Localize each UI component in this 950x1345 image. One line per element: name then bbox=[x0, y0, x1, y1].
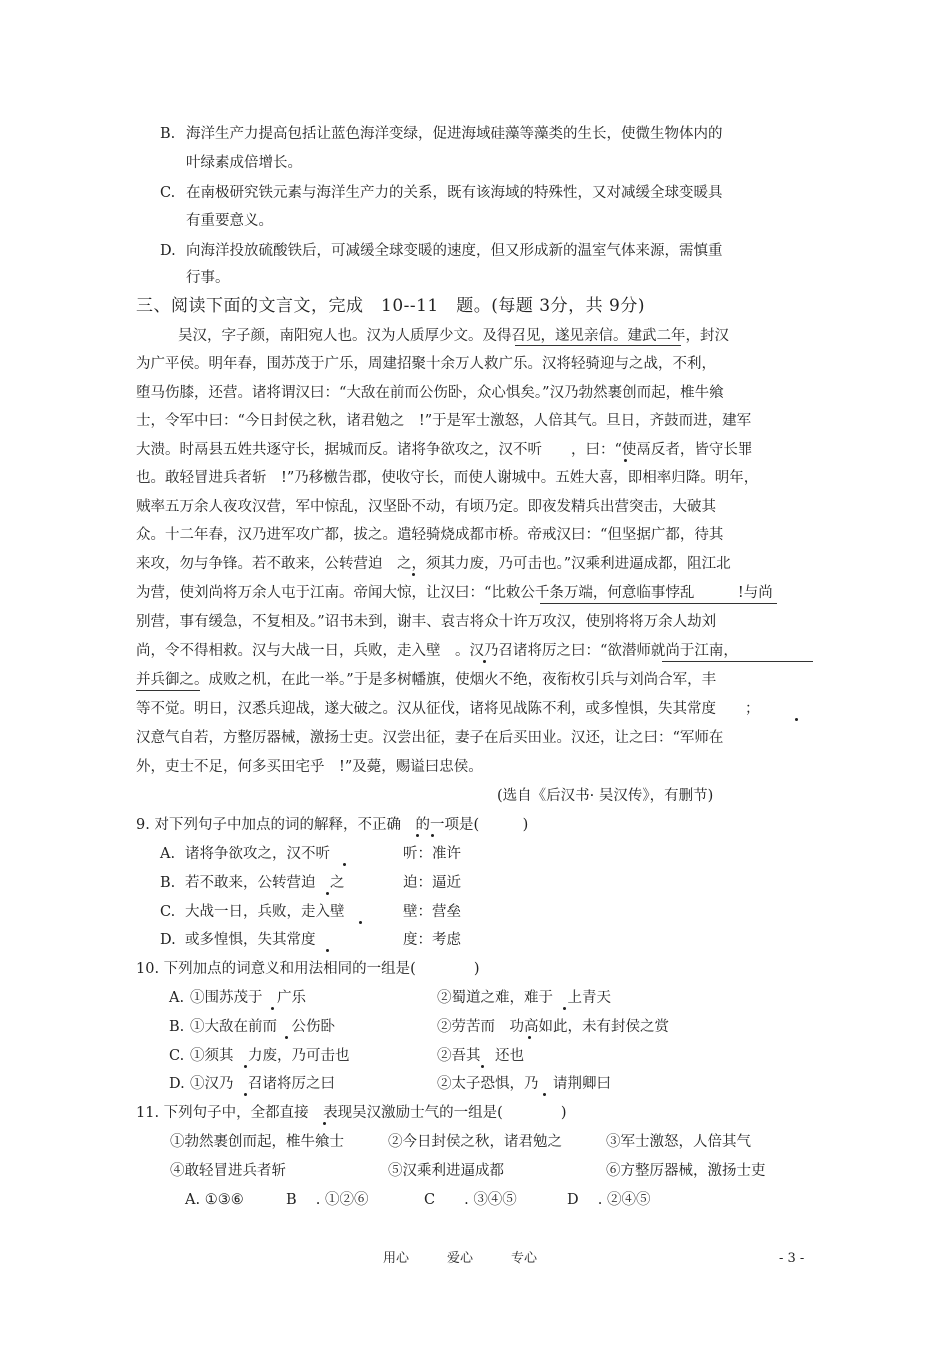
emphasis-dot bbox=[326, 949, 329, 952]
passage-line: 外，吏士不足，何多买田宅乎 !”及薨，赐谥曰忠侯。 bbox=[136, 759, 483, 775]
q9-choice-label: A. bbox=[160, 846, 176, 862]
emphasis-dot bbox=[359, 921, 362, 924]
q11-answer: D . ②④⑤ bbox=[567, 1192, 651, 1208]
emphasis-dot bbox=[563, 1007, 566, 1010]
q9-choice-text: 或多惶惧，失其常度 bbox=[185, 932, 316, 948]
passage-line: 吴汉，字子颜，南阳宛人也。汉为人质厚少文。及得召见，遂见亲信。建武二年，封汉 bbox=[178, 328, 729, 344]
emphasis-dot bbox=[412, 573, 415, 576]
q9-choice-label: B. bbox=[160, 875, 176, 891]
q10-choice-b: ②吾其 还也 bbox=[437, 1048, 524, 1064]
q10-choice-a: ①须其 力废，乃可击也 bbox=[190, 1048, 350, 1064]
emphasis-dot bbox=[323, 1122, 326, 1125]
passage-line: 也。敢轻冒进兵者斩 !”乃移檄告郡，使收守长，而使人谢城中。五姓大喜，即相率归降。明年， bbox=[136, 470, 759, 486]
emphasis-dot bbox=[528, 1036, 531, 1039]
q11-item: ⑤汉乘利进逼成都 bbox=[388, 1163, 504, 1179]
emphasis-dot bbox=[481, 1065, 484, 1068]
q9-choice-text: 诸将争欲攻之，汉不听 bbox=[185, 846, 330, 862]
passage-line: 贼率五万余人夜攻汉营，军中惊乱，汉坚卧不动，有顷乃定。即夜发精兵出营突击，大破其 bbox=[136, 499, 716, 515]
passage-line: 等不觉。明日，汉悉兵迎战，遂大破之。汉从征伐，诸将见战陈不利，或多惶惧，失其常度 ； bbox=[136, 701, 760, 717]
footer-middle: 爱心 bbox=[447, 1251, 474, 1266]
q9-choice-gloss: 度：考虑 bbox=[403, 932, 461, 948]
option-b-label: B. bbox=[160, 126, 176, 142]
emphasis-dot bbox=[416, 834, 419, 837]
q9-choice-gloss: 迫：逼近 bbox=[403, 875, 461, 891]
q11-item: ②今日封侯之秋，诸君勉之 bbox=[388, 1134, 562, 1150]
q10-choice-label: C. bbox=[169, 1048, 185, 1064]
source-citation: (选自《后汉书· 吴汉传》，有删节) bbox=[497, 788, 714, 804]
q10-choice-b: ②劳苦而 功高如此，未有封侯之赏 bbox=[437, 1019, 669, 1035]
emphasis-dot bbox=[431, 834, 434, 837]
option-d-line-1: 向海洋投放硫酸铁后，可减缓全球变暖的速度，但又形成新的温室气体来源，需慎重 bbox=[186, 243, 723, 259]
q9-choice-text: 若不敢来，公转营迫 之 bbox=[185, 875, 345, 891]
passage-line: 士，令军中曰：“今日封侯之秋，诸君勉之 !”于是军士激怒，人倍其气。旦日，齐鼓而进，建军 bbox=[136, 413, 752, 429]
section-title: 三、阅读下面的文言文，完成 10--11 题。(每题 3分，共 9分) bbox=[136, 296, 645, 316]
q10-choice-a: ①围苏茂于 广乐 bbox=[190, 990, 306, 1006]
underline-mark bbox=[540, 603, 777, 604]
passage-line: 堕马伤膝，还营。诸将谓汉曰：“大敌在前而公伤卧，众心惧矣。”汉乃勃然裹创而起，椎牛飨 bbox=[136, 385, 724, 401]
q10-choice-b: ②蜀道之难，难于 上青天 bbox=[437, 990, 611, 1006]
q11-answer: C . ③④⑤ bbox=[424, 1192, 517, 1208]
passage-line: 大溃。时鬲县五姓共逐守长，据城而反。诸将争欲攻之，汉不听 ，曰：“使鬲反者，皆守长罪 bbox=[136, 442, 753, 458]
q9-choice-label: D. bbox=[160, 932, 176, 948]
q9-choice-gloss: 壁：营垒 bbox=[403, 904, 461, 920]
q9-choice-gloss: 听：准许 bbox=[403, 846, 461, 862]
emphasis-dot bbox=[624, 459, 627, 462]
q9-choice-text: 大战一日，兵败，走入壁 bbox=[185, 904, 345, 920]
q11-item: ③军士激怒，人倍其气 bbox=[606, 1134, 751, 1150]
option-d-label: D. bbox=[160, 243, 176, 259]
passage-line: 别营，事有缓急，不复相及。”诏书未到，谢丰、袁吉将众十许万攻汉，使别将将万余人劫刘 bbox=[136, 614, 717, 630]
q10-choice-b: ②太子恐惧，乃 请荆卿曰 bbox=[437, 1076, 611, 1092]
q9-choice-label: C. bbox=[160, 904, 176, 920]
q10-choice-label: B. bbox=[169, 1019, 185, 1035]
q11-item: ⑥方整厉器械，激扬士吏 bbox=[606, 1163, 766, 1179]
q9-stem: 9. 对下列句子中加点的词的解释，不正确 的一项是( ) bbox=[136, 817, 529, 833]
underline-mark bbox=[515, 345, 681, 346]
option-d-line-2: 行事。 bbox=[186, 270, 230, 286]
q11-item: ①勃然裹创而起，椎牛飨士 bbox=[170, 1134, 344, 1150]
emphasis-dot bbox=[244, 1065, 247, 1068]
footer-right: 专心 bbox=[511, 1251, 538, 1266]
passage-line: 为广平侯。明年春，围苏茂于广乐，周建招聚十余万人救广乐。汉将轻骑迎与之战，不利， bbox=[136, 356, 716, 372]
passage-line: 来攻，勿与争锋。若不敢来，公转营迫 之，须其力废，乃可击也。”汉乘利进逼成都，阻江北 bbox=[136, 556, 731, 572]
option-c-label: C. bbox=[160, 185, 176, 201]
q10-stem: 10. 下列加点的词意义和用法相同的一组是( ) bbox=[136, 961, 480, 977]
emphasis-dot bbox=[244, 1093, 247, 1096]
footer-left: 用心 bbox=[383, 1251, 410, 1266]
underline-mark bbox=[136, 690, 200, 691]
emphasis-dot bbox=[483, 660, 486, 663]
q11-answer: A. ①③⑥ bbox=[185, 1192, 244, 1208]
option-b-line-2: 叶绿素成倍增长。 bbox=[186, 155, 302, 171]
q11-item: ④敢轻冒进兵者斩 bbox=[170, 1163, 286, 1179]
emphasis-dot bbox=[285, 1036, 288, 1039]
q11-stem: 11. 下列句子中，全都直接 表现吴汉激励士气的一组是( ) bbox=[136, 1105, 567, 1121]
q10-choice-label: D. bbox=[169, 1076, 185, 1092]
passage-line: 尚，令不得相救。汉与大战一日，兵败，走入壁 。汉乃召诸将厉之曰：“欲潜师就尚于江南， bbox=[136, 643, 738, 659]
passage-line: 众。十二年春，汉乃进军攻广都，拔之。遣轻骑烧成都市桥。帝戒汉曰：“但坚据广都，待其 bbox=[136, 527, 724, 543]
emphasis-dot bbox=[795, 718, 798, 721]
emphasis-dot bbox=[543, 1093, 546, 1096]
passage-line: 汉意气自若，方整厉器械，激扬士吏。汉尝出征，妻子在后买田业。汉还，让之曰：“军师在 bbox=[136, 730, 724, 746]
option-b-line-1: 海洋生产力提高包括让蓝色海洋变绿，促进海域硅藻等藻类的生长，使微生物体内的 bbox=[186, 126, 723, 142]
emphasis-dot bbox=[343, 863, 346, 866]
q11-answer: B . ①②⑥ bbox=[286, 1192, 369, 1208]
passage-line: 并兵御之。成败之机，在此一举。”于是多树幡旗，使烟火不绝，夜衔枚引兵与刘尚合军，丰 bbox=[136, 672, 717, 688]
underline-mark bbox=[662, 661, 813, 662]
emphasis-dot bbox=[271, 1007, 274, 1010]
q10-choice-a: ①大敌在前而 公伤卧 bbox=[190, 1019, 335, 1035]
option-c-line-2: 有重要意义。 bbox=[186, 213, 273, 229]
q10-choice-a: ①汉乃 召诸将厉之曰 bbox=[190, 1076, 335, 1092]
emphasis-dot bbox=[326, 892, 329, 895]
page-number: - 3 - bbox=[779, 1251, 805, 1266]
passage-line: 为营，使刘尚将万余人屯于江南。帝闻大惊，让汉曰：“比敕公千条万端，何意临事悖乱 !与尚 bbox=[136, 585, 773, 601]
option-c-line-1: 在南极研究铁元素与海洋生产力的关系，既有该海域的特殊性，又对减缓全球变暖具 bbox=[186, 185, 723, 201]
q10-choice-label: A. bbox=[169, 990, 185, 1006]
